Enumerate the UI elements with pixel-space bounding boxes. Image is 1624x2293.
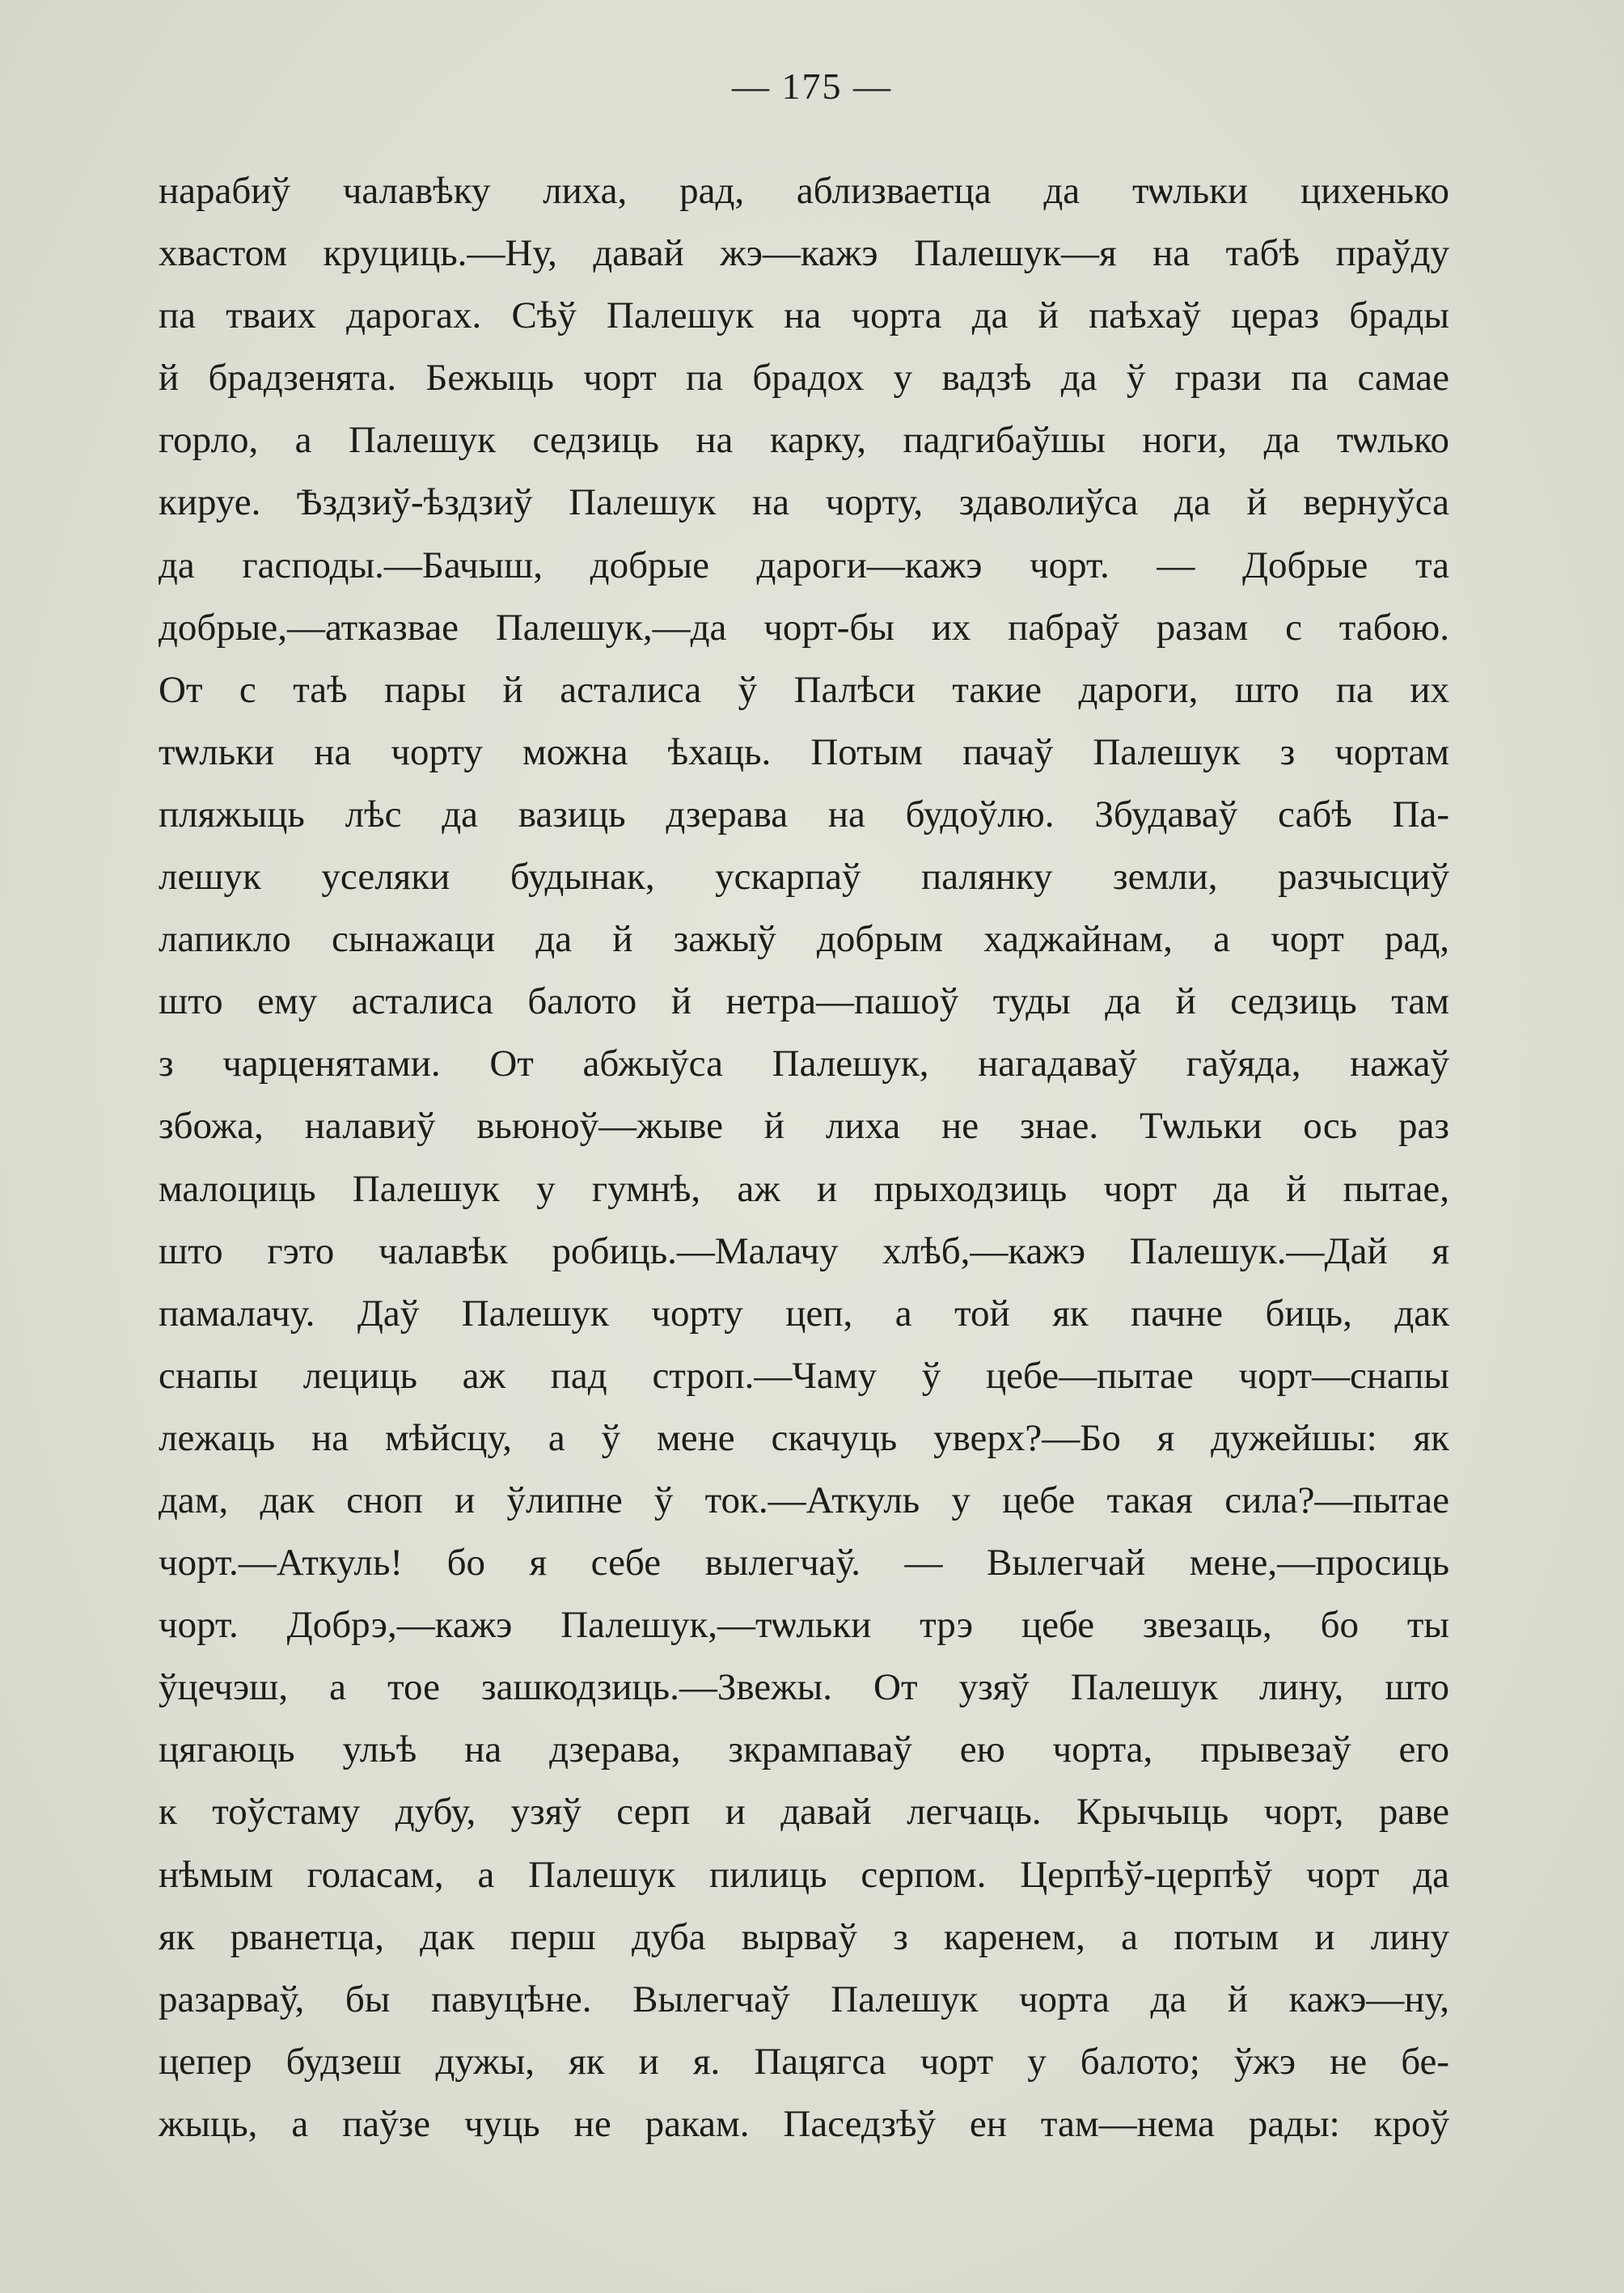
- text-line: чорт.—Аткуль! бо я себе вылегчаў. — Вылегчай мене,—просиць: [159, 1542, 1449, 1584]
- text-line: жыць, а паўзе чуць не ракам. Паседзѣў ен там—нема рады: кроў: [159, 2102, 1449, 2145]
- text-line: чорт. Добрэ,—кажэ Палешук,—тѡльки трэ цебе звезаць, бо ты: [159, 1604, 1449, 1647]
- text-line: збожа, налавиў вьюноў—жыве й лиха не знае. Тѡльки ось раз: [159, 1105, 1449, 1148]
- text-line: тѡльки на чорту можна ѣхаць. Потым пачаў Палешук з чортам: [159, 730, 1449, 773]
- text-line: цягаюць ульѣ на дзерава, зкрампаваў ею чорта, прывезаў его: [159, 1728, 1449, 1771]
- text-line: памалачу. Даў Палешук чорту цеп, а той як пачне биць, дак: [159, 1292, 1449, 1335]
- text-line: кируе. Ѣздзиў-ѣздзиў Палешук на чорту, здаволиўса да й вернуўса: [159, 481, 1449, 524]
- text-line: як рванетца, дак перш дуба вырваў з каренем, а потым и лину: [159, 1915, 1449, 1958]
- text-line: й брадзенята. Бежыць чорт па брадох у вадзѣ да ў грази па самае: [159, 357, 1449, 400]
- text-line: ўцечэш, а тое зашкодзиць.—Звежы. От узяў Палешук лину, што: [159, 1666, 1449, 1709]
- text-line: цепер будзеш дужы, як и я. Пацягса чорт у балото; ўжэ не бе-: [159, 2040, 1449, 2083]
- text-line: лапикло сынажаци да й зажыў добрым хаджайнам, а чорт рад,: [159, 918, 1449, 961]
- text-line: што гэто чалавѣк робиць.—Малачу хлѣб,—кажэ Палешук.—Дай я: [159, 1229, 1449, 1272]
- text-line: малоциць Палешук у гумнѣ, аж и прыходзиць чорт да й пытае,: [159, 1167, 1449, 1210]
- page-number: — 175 —: [732, 66, 892, 107]
- text-line: па тваих дарогах. Сѣў Палешук на чорта да й паѣхаў цераз брады: [159, 294, 1449, 337]
- text-line: лешук уселяки будынак, ускарпаў палянку земли, разчысциў: [159, 856, 1449, 899]
- text-line: снапы лециць аж пад строп.—Чаму ў цебе—пытае чорт—снапы: [159, 1354, 1449, 1397]
- text-line: пляжыць лѣс да вазиць дзерава на будоўлю. Збудаваў сабѣ Па-: [159, 793, 1449, 836]
- body-text: [159, 160, 1449, 2156]
- text-line: От с таѣ пары й асталиса ў Палѣси такие дароги, што па их: [159, 668, 1449, 711]
- text-line: разарваў, бы павуцѣне. Вылегчаў Палешук чорта да й кажэ—ну,: [159, 1978, 1449, 2020]
- text-line: нарабиў чалавѣку лиха, рад, аблизваетца да тѡльки цихенько: [159, 170, 1449, 212]
- text-line: к тоўстаму дубу, узяў серп и давай легчаць. Крычыць чорт, раве: [159, 1791, 1449, 1834]
- text-line: горло, а Палешук седзиць на карку, падгибаўшы ноги, да тѡлько: [159, 419, 1449, 462]
- text-line: што ему асталиса балото й нетра—пашоў туды да й седзиць там: [159, 980, 1449, 1023]
- text-line: нѣмым голасам, а Палешук пилиць серпом. Церпѣў-церпѣў чорт да: [159, 1853, 1449, 1896]
- text-line: лежаць на мѣйсцу, а ў мене скачуць уверх?—Бо я дужейшы: як: [159, 1416, 1449, 1459]
- text-line: да гасподы.—Бачыш, добрые дароги—кажэ чорт. — Добрые та: [159, 544, 1449, 586]
- text-line: хвастом круциць.—Ну, давай жэ—кажэ Палешук—я на табѣ праўду: [159, 232, 1449, 275]
- text-line: з чарценятами. От абжыўса Палешук, нагадаваў гаўяда, нажаў: [159, 1043, 1449, 1085]
- text-line: добрые,—атказвае Палешук,—да чорт-бы их пабраў разам с табою.: [159, 606, 1449, 649]
- text-line: дам, дак сноп и ўлипне ў ток.—Аткуль у цебе такая сила?—пытае: [159, 1479, 1449, 1521]
